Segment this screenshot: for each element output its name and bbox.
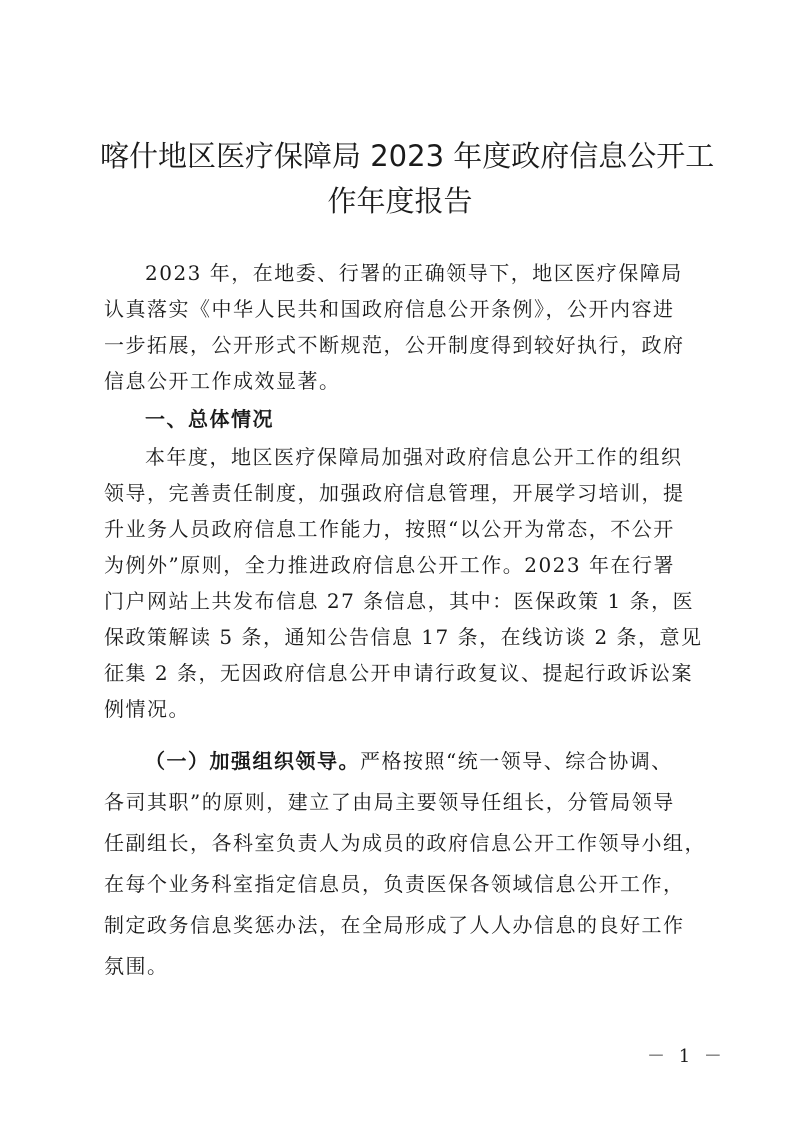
body-line: 为例外”原则，全力推进政府信息公开工作。2023 年在行署 [104, 553, 675, 577]
document-title-line-2: 作年度报告 [327, 184, 473, 218]
subsection-line: 各司其职”的原则，建立了由局主要领导任组长，分管局领导 [104, 790, 675, 814]
subsection-line-text: 严格按照“统一领导、综合协调、 [360, 749, 673, 773]
subsection-line: 制定政务信息奖惩办法，在全局形成了人人办信息的良好工作 [104, 913, 685, 937]
subsection-heading: （一）加强组织领导。 [145, 749, 360, 773]
document-title-line-1: 喀什地区医疗保障局 2023 年度政府信息公开工 [100, 139, 715, 173]
body-line: 领导，完善责任制度，加强政府信息管理，开展学习培训，提 [104, 481, 685, 505]
body-line: 本年度，地区医疗保障局加强对政府信息公开工作的组织 [145, 445, 683, 469]
subsection-line: 任副组长，各科室负责人为成员的政府信息公开工作领导小组， [104, 831, 706, 855]
page-number: － 1 － [647, 1046, 726, 1067]
subsection-line: 在每个业务科室指定信息员，负责医保各领域信息公开工作， [104, 872, 685, 896]
body-line: 保政策解读 5 条，通知公告信息 17 条，在线访谈 2 条，意见 [104, 625, 703, 649]
intro-line: 一步拓展，公开形式不断规范，公开制度得到较好执行，政府 [104, 333, 685, 357]
subsection-line: 氛围。 [104, 954, 169, 978]
section-heading: 一、总体情况 [145, 407, 274, 431]
body-line: 例情况。 [104, 697, 190, 721]
intro-line: 信息公开工作成效显著。 [104, 369, 341, 393]
body-line: 升业务人员政府信息工作能力，按照“以公开为常态，不公开 [104, 517, 675, 541]
intro-line: 认真落实《中华人民共和国政府信息公开条例》，公开内容进 [104, 297, 675, 321]
intro-line: 2023 年，在地委、行署的正确领导下，地区医疗保障局 [145, 261, 683, 285]
body-line: 征集 2 条，无因政府信息公开申请行政复议、提起行政诉讼案 [104, 661, 693, 685]
body-line: 门户网站上共发布信息 27 条信息，其中：医保政策 1 条，医 [104, 589, 695, 613]
subsection-first-line [145, 747, 673, 775]
